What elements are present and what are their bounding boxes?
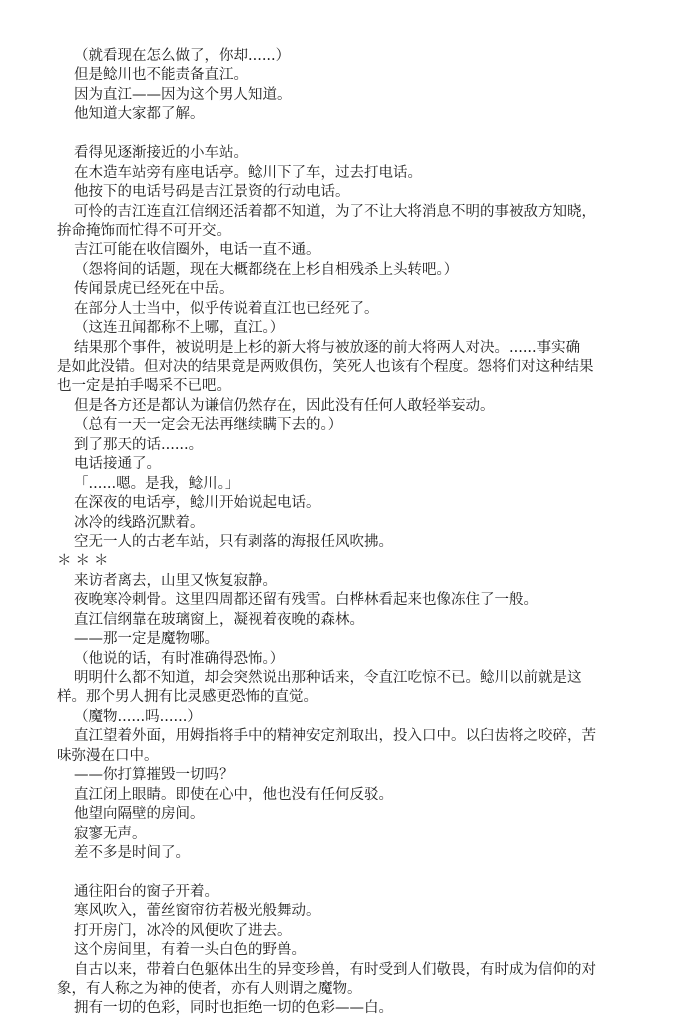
text-line: 是如此没错。但对决的结果竟是两败俱伤，笑死人也该有个程度。怨将们对这种结果 <box>57 359 594 375</box>
text-line: 可怜的吉江连直江信纲还活着都不知道，为了不让大将消息不明的事被敌方知晓， <box>74 203 596 220</box>
text-line: 冰冷的线路沉默着。 <box>74 514 205 531</box>
text-line: 但是鲶川也不能责备直江。 <box>74 67 248 84</box>
text-line: （总有一天一定会无法再继续瞒下去的。） <box>74 417 343 434</box>
blank-line <box>57 125 657 144</box>
text-line: 空无一人的古老车站，只有剥落的海报任风吹拂。 <box>74 533 393 550</box>
text-line: 样。那个男人拥有比灵感更恐怖的直觉。 <box>57 689 318 706</box>
text-line: 打开房门，冰冷的风便吹了进去。 <box>74 922 292 939</box>
text-line: 电话接通了。 <box>74 456 161 473</box>
text-line: （他说的话，有时准确得恐怖。） <box>74 650 285 667</box>
text-line: 差不多是时间了。 <box>74 844 190 861</box>
text-line: 这个房间里，有着一头白色的野兽。 <box>74 942 306 959</box>
text-line: ——那一定是魔物哪。 <box>74 631 219 648</box>
text-line: 吉江可能在收信圈外，电话一直不通。 <box>74 242 321 259</box>
text-line: 看得见逐渐接近的小车站。 <box>74 145 248 162</box>
text-line: （这连丑闻都称不上哪，直江。） <box>74 320 285 337</box>
text-line: 寂寥无声。 <box>74 825 147 842</box>
text-line: 在木造车站旁有座电话亭。鲶川下了车，过去打电话。 <box>74 164 422 181</box>
text-line: 味弥漫在口中。 <box>57 747 159 764</box>
text-line: 他知道大家都了解。 <box>74 106 205 123</box>
text-line: 在部分人士当中，似乎传说着直江也已经死了。 <box>74 300 379 317</box>
text-line: 他望向隔壁的房间。 <box>74 806 205 823</box>
text-line: 象，有人称之为神的使者，亦有人则谓之魔物。 <box>57 981 362 997</box>
document-page <box>57 47 657 1019</box>
text-line: 寒风吹入，蕾丝窗帘彷若极光般舞动。 <box>74 903 321 920</box>
text-line: 传闻景虎已经死在中岳。 <box>74 281 234 298</box>
text-line: 直江闭上眼睛。即使在心中，他也没有任何反驳。 <box>74 786 393 803</box>
text-line: 也一定是拍手喝采不已吧。 <box>57 378 231 395</box>
text-line: 他按下的电话号码是吉江景资的行动电话。 <box>74 184 350 201</box>
text-line: 直江信纲靠在玻璃窗上，凝视着夜晚的森林。 <box>74 611 364 628</box>
text-line: 通往阳台的窗子开着。 <box>74 883 219 900</box>
text-line: （就看现在怎么做了，你却......） <box>74 48 291 64</box>
text-line: 明明什么都不知道，却会突然说出那种话来，令直江吃惊不已。鲶川以前就是这 <box>74 670 582 686</box>
text-line: 结果那个事件，被说明是上杉的新大将与被放逐的前大将两人对决。......事实确 <box>74 339 581 356</box>
text-line: 直江望着外面，用姆指将手中的精神安定剂取出，投入口中。以臼齿将之咬碎，苦 <box>74 728 596 745</box>
text-line: ——你打算摧毁一切吗？ <box>74 767 234 784</box>
text-line: 到了那天的话......。 <box>74 436 204 453</box>
text-line: 拚命掩饰而忙得不可开交。 <box>57 222 231 239</box>
text-line: 拥有一切的色彩，同时也拒绝一切的色彩——白。 <box>74 1000 393 1017</box>
text-line: 自古以来，带着白色躯体出生的异变珍兽，有时受到人们敬畏，有时成为信仰的对 <box>74 961 596 978</box>
text-line: 但是各方还是都认为谦信仍然存在，因此没有任何人敢轻举妄动。 <box>74 397 495 414</box>
text-line: 在深夜的电话亭，鲶川开始说起电话。 <box>74 495 321 512</box>
text-line: 来访者离去，山里又恢复寂静。 <box>74 572 277 589</box>
text-line: 「......嗯。是我，鲶川。」 <box>74 475 240 492</box>
section-separator: ＊＊＊ <box>57 553 113 570</box>
text-line: （魔物......吗......） <box>74 708 202 725</box>
text-line: （怨将间的话题，现在大概都绕在上杉自相残杀上头转吧。） <box>74 261 459 278</box>
text-line: 因为直江——因为这个男人知道。 <box>74 86 292 103</box>
blank-line <box>57 863 657 882</box>
text-line: 夜晚寒冷刺骨。这里四周都还留有残雪。白桦林看起来也像冻住了一般。 <box>74 592 538 609</box>
